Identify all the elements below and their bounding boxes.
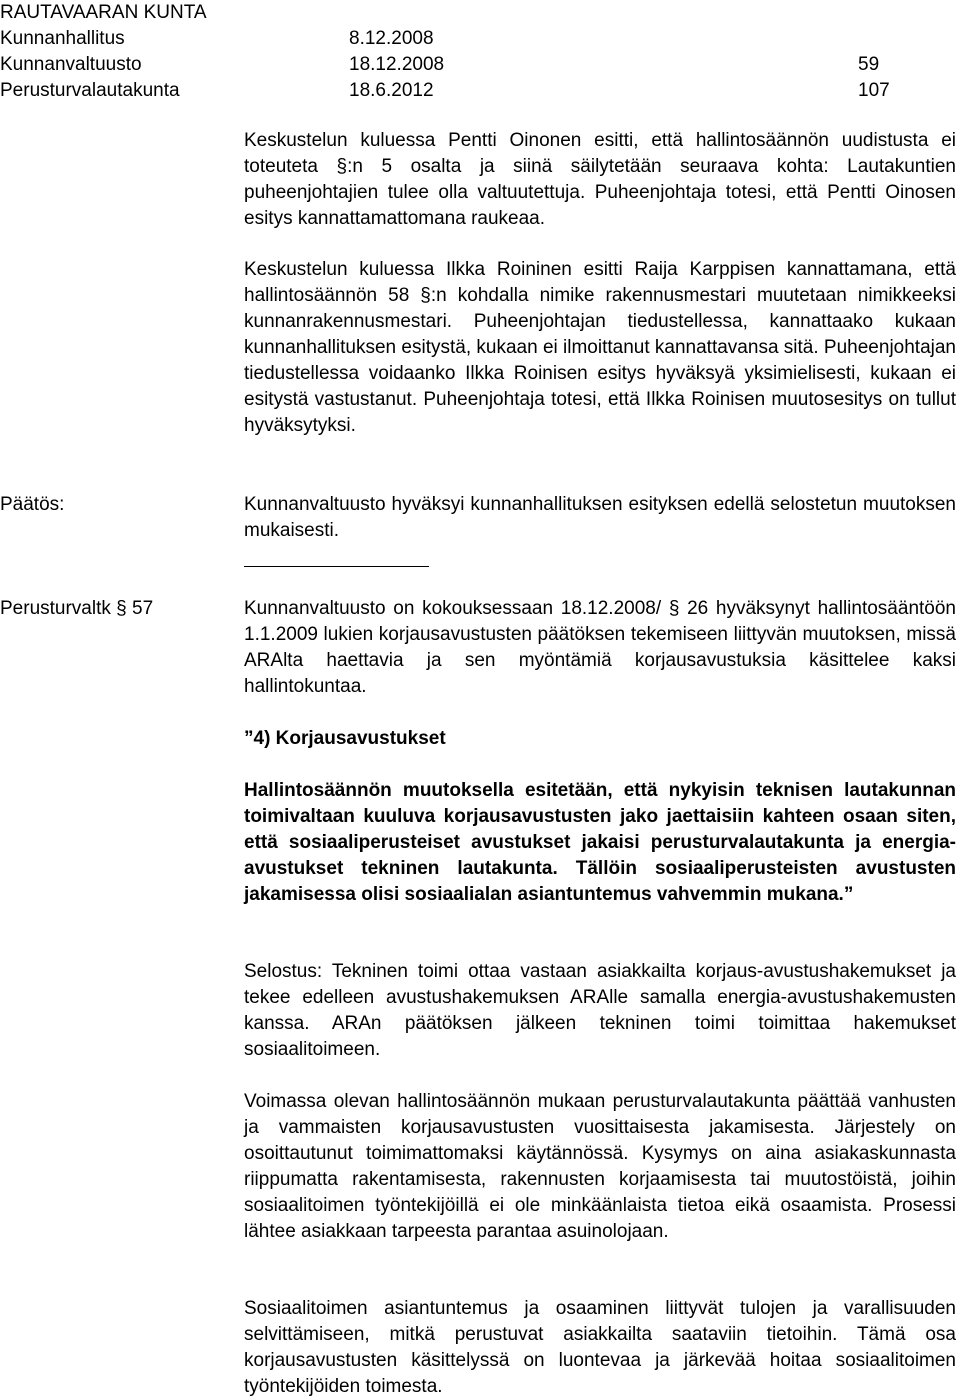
meeting-row	[0, 78, 960, 104]
meeting-row	[0, 52, 960, 78]
meeting-section: 107	[858, 80, 890, 101]
paragraph-oinonen	[244, 128, 956, 232]
meeting-date: 18.6.2012	[349, 80, 434, 101]
perusturva-block	[244, 596, 956, 700]
perusturva-label: Perusturvaltk § 57	[0, 598, 154, 619]
paragraph-text: Keskustelun kuluessa Ilkka Roininen esitti Raija Karppisen kannattamana, että hallintosäännön 58 §:n kohdalla nimike rakennusmestari muutetaan nimikkeeksi kunnanrakennusmestari. Puheenjohtajan tiedustellessa, kannattaako kukaan kunnanhallituksen esitystä, kukaan ei ilmoittanut kannattavansa sitä. Puheenjohtajan tiedustellessa voidaanko Ilkka Roinisen esitys hyväksyä yksimielisesti, kukaan ei esitystä vastustanut. Puheenjohtaja totesi, että Ilkka Roinisen muutosesitys on tullut hyväksytyksi.	[244, 259, 956, 436]
selostus-block	[244, 959, 956, 1063]
sosiaalitoimi-block	[244, 1296, 956, 1400]
separator-line	[244, 566, 429, 567]
document-header	[0, 0, 960, 104]
selostus-paragraph: Selostus: Tekninen toimi ottaa vastaan asiakkailta korjaus-avustushakemukset ja tekee edelleen avustushakemuksen ARAlle samalla energia-avustushakemusten kanssa. ARAn päätöksen jälkeen tekninen toimi toimittaa hakemukset sosiaalitoimeen.	[244, 961, 956, 1060]
meeting-body: Kunnanvaltuusto	[0, 54, 142, 75]
decision-block	[244, 492, 956, 544]
proposal-block	[244, 778, 956, 908]
decision-text: Kunnanvaltuusto hyväksyi kunnanhallituksen esityksen edellä selostetun muutoksen mukaisesti.	[244, 494, 956, 541]
meeting-date: 18.12.2008	[349, 54, 445, 75]
meeting-section: 59	[858, 54, 880, 75]
organization-row	[0, 0, 960, 26]
voimassa-block	[244, 1089, 956, 1245]
decision-label: Päätös:	[0, 494, 65, 515]
meeting-body: Kunnanhallitus	[0, 28, 125, 49]
selostus-paragraph: Sosiaalitoimen asiantuntemus ja osaaminen liittyvät tulojen ja varallisuuden selvittämiseen, mitkä perustuvat asiakkailta saataviin tietoihin. Tämä osa korjausavustusten käsittelyssä on luontevaa ja järkevää hoitaa sosiaalitoimen työntekijöiden toimesta.	[244, 1298, 956, 1397]
meeting-row	[0, 26, 960, 52]
paragraph-text: Keskustelun kuluessa Pentti Oinonen esitti, että hallintosäännön uudistusta ei toteuteta §:n 5 osalta ja siinä säilytetään seuraava kohta: Lautakuntien puheenjohtajien tulee olla valtuutettuja. Puheenjohtaja totesi, että Pentti Oinosen esitys kannattamattomana raukeaa.	[244, 130, 956, 229]
proposal-text: Hallintosäännön muutoksella esitetään, että nykyisin teknisen lautakunnan toimivaltaan kuuluva korjausavustusten jako jaettaisiin kahteen osaan siten, että sosiaaliperusteiset avustukset jakaisi perusturvalautakunta ja energia-avustukset tekninen lautakunta. Tällöin sosiaaliperusteisten avustusten jakamisessa olisi sosiaalialan asiantuntemus vahvemmin mukana.”	[244, 780, 956, 905]
meeting-date: 8.12.2008	[349, 28, 434, 49]
meeting-body: Perusturvalautakunta	[0, 80, 180, 101]
paragraph-roininen	[244, 257, 956, 439]
section-heading: ”4) Korjausavustukset	[244, 728, 446, 749]
perusturva-text: Kunnanvaltuusto on kokouksessaan 18.12.2008/ § 26 hyväksynyt hallintosääntöön 1.1.2009 lukien korjausavustusten päätöksen tekemiseen liittyvän muutoksen, missä ARAlta haettavia ja sen myöntämiä korjausavustuksia käsittelee kaksi hallintokuntaa.	[244, 598, 956, 697]
organization-name: RAUTAVAARAN KUNTA	[0, 2, 207, 23]
selostus-paragraph: Voimassa olevan hallintosäännön mukaan perusturvalautakunta päättää vanhusten ja vammaisten korjausavustusten vuosittaisesta jakamisesta. Järjestely on osoittautunut toimimattomaksi käytännössä. Kysymys on aina asiakaskunnasta riippumatta rakentamisesta, rakennusten korjaamisesta tai muutostöistä, joihin sosiaalitoimen työntekijöillä ei ole minkäänlaista tietoa eikä osaamista. Prosessi lähtee asiakkaan tarpeesta parantaa asuinolojaan.	[244, 1091, 956, 1242]
